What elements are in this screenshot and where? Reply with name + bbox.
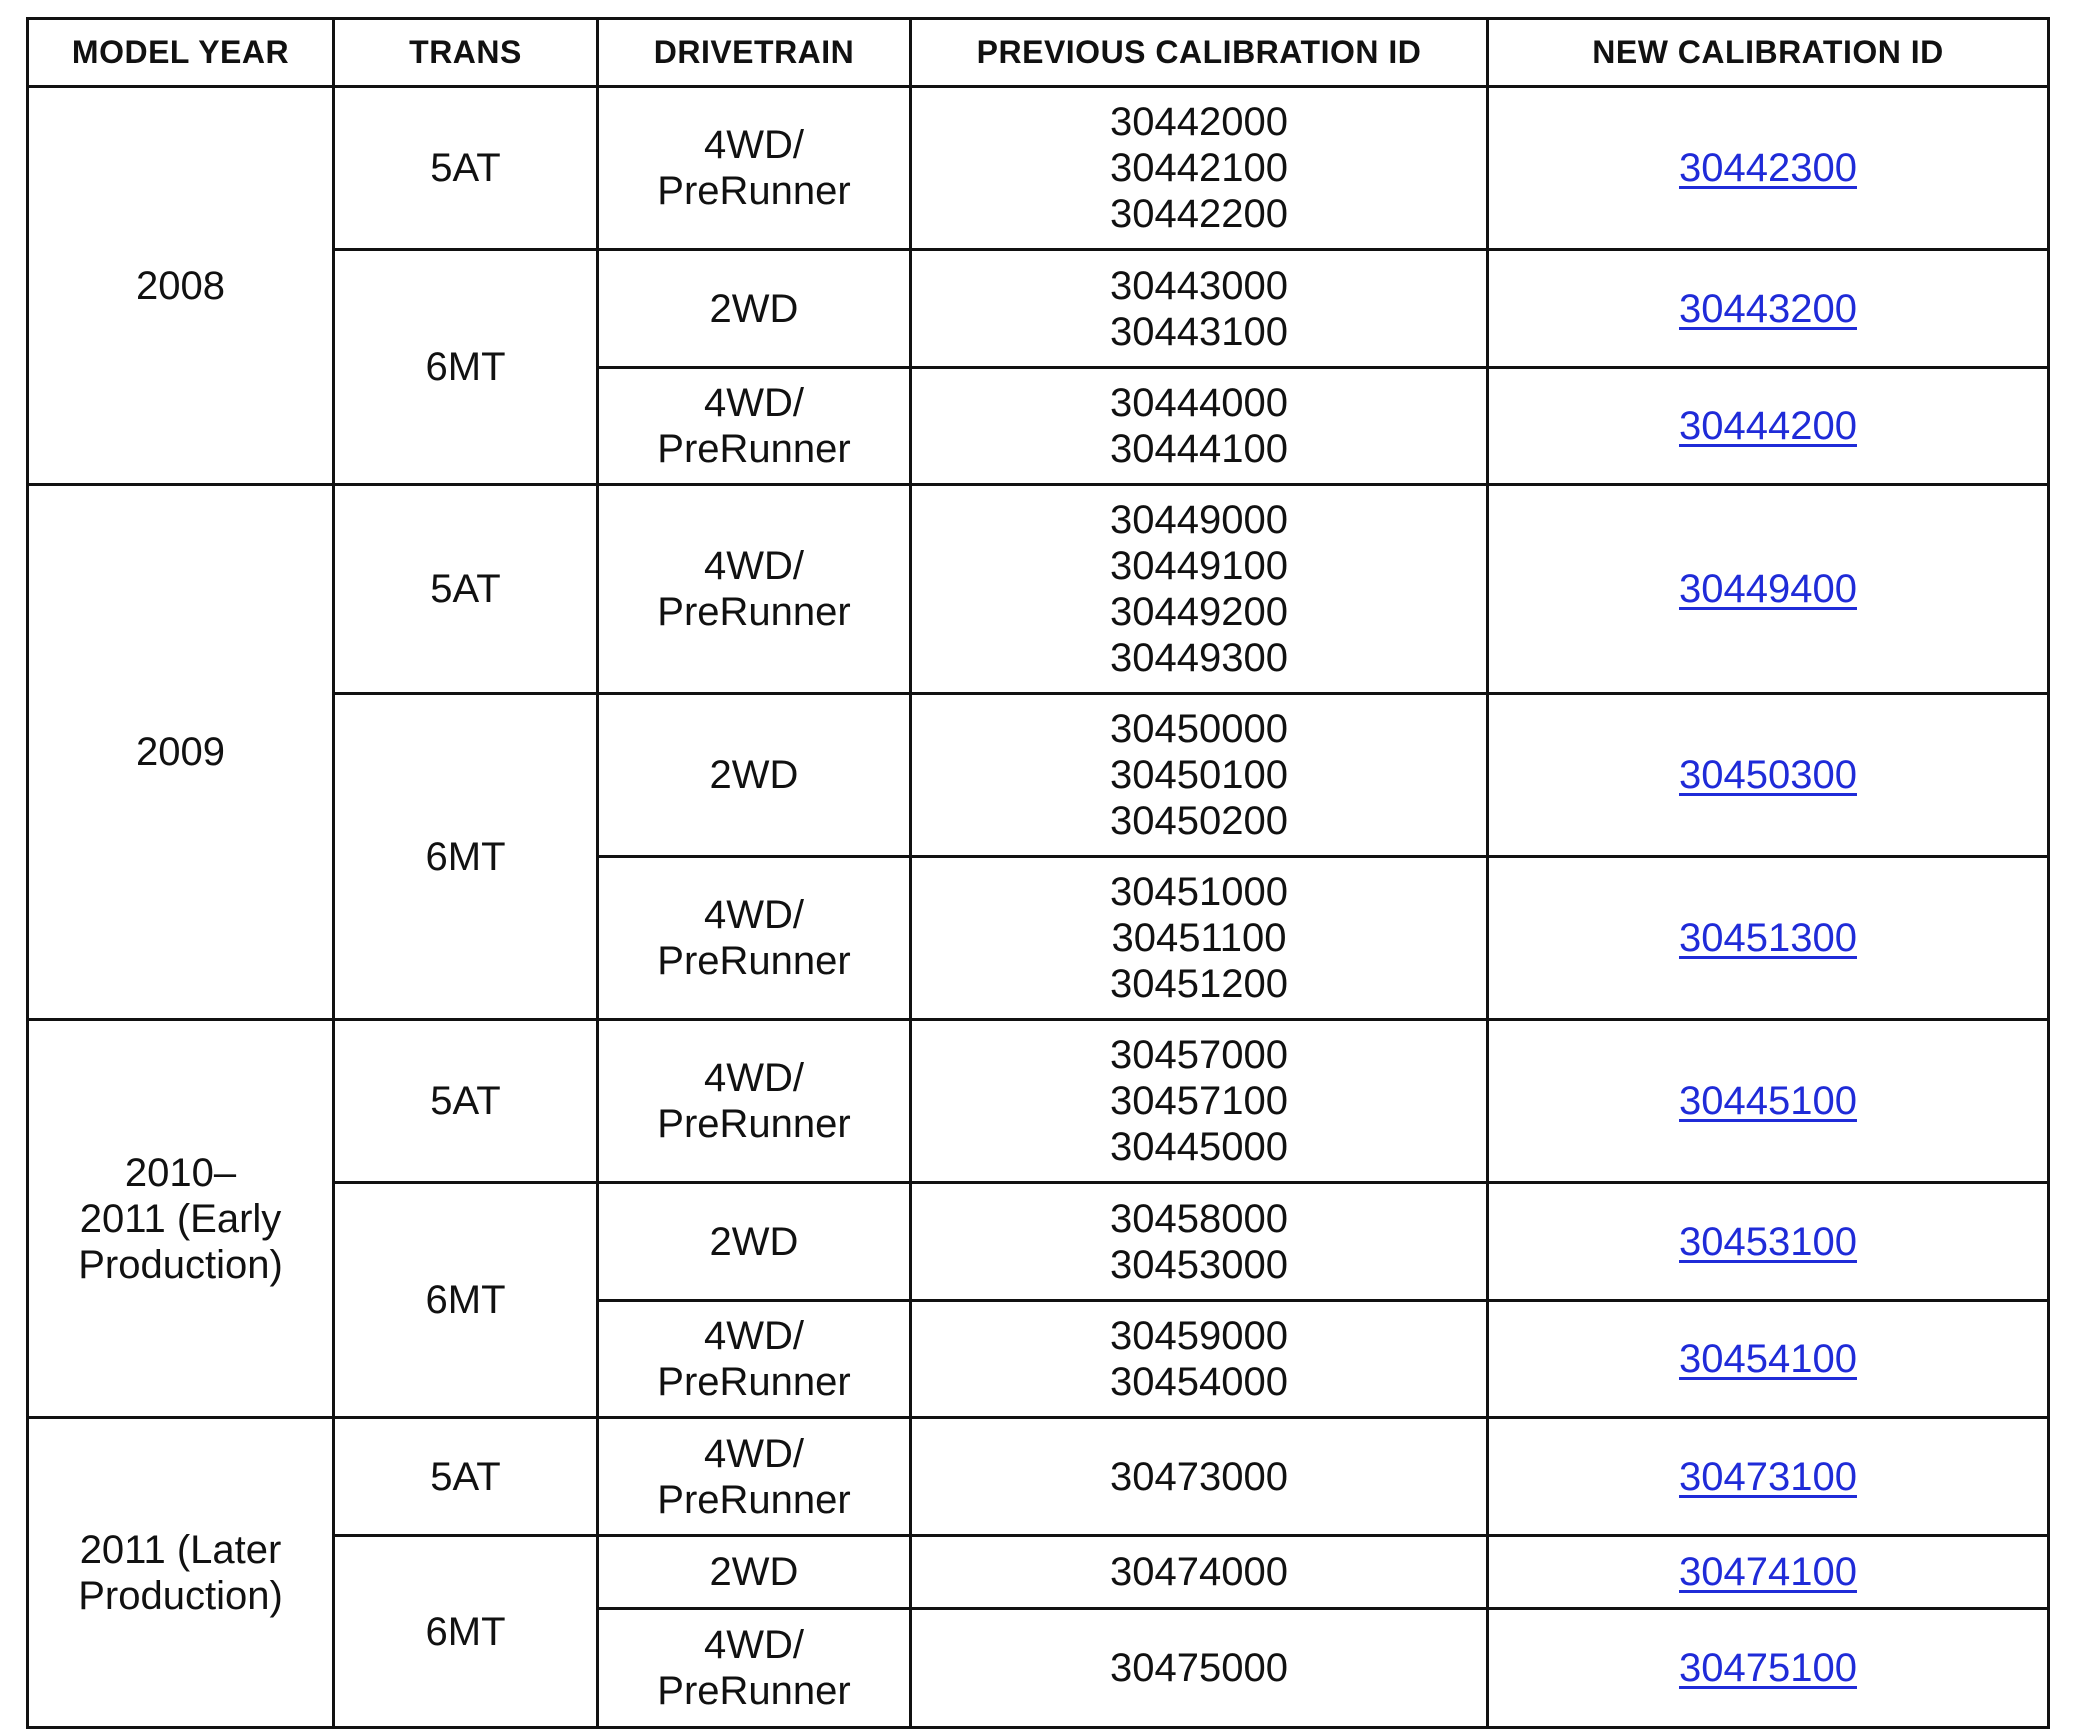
previous-calibration-cell <box>911 694 1488 857</box>
new-calibration-link[interactable]: 30443200 <box>1679 286 1857 331</box>
new-calibration-link[interactable]: 30444200 <box>1679 404 1857 448</box>
previous-calibration-cell <box>911 857 1488 1020</box>
drivetrain-line: 2WD <box>709 1550 799 1594</box>
previous-calibration-id: 30458000 <box>1110 1196 1288 1241</box>
drivetrain-line: 4WD/ <box>704 1431 804 1476</box>
drivetrain-cell <box>598 485 911 694</box>
previous-calibration-cell <box>911 1418 1488 1536</box>
new-calibration-cell <box>1488 1301 2049 1418</box>
trans-cell: 6MT <box>334 694 598 1020</box>
drivetrain-cell <box>598 694 911 857</box>
new-calibration-cell <box>1488 87 2049 250</box>
previous-calibration-id: 30451000 <box>1110 870 1288 914</box>
new-calibration-cell <box>1488 250 2049 368</box>
drivetrain-line: PreRunner <box>657 590 851 634</box>
table-row <box>28 1020 2049 1183</box>
new-calibration-link[interactable]: 30450300 <box>1679 753 1857 797</box>
previous-calibration-id: 30450000 <box>1110 707 1288 751</box>
drivetrain-line: 4WD/ <box>704 381 804 425</box>
new-calibration-cell <box>1488 1418 2049 1536</box>
trans-cell: 5AT <box>334 1020 598 1183</box>
previous-calibration-id: 30474000 <box>1110 1550 1288 1594</box>
calibration-table <box>26 17 2050 1729</box>
previous-calibration-cell <box>911 1536 1488 1609</box>
table-row <box>28 1418 2049 1536</box>
drivetrain-line: 4WD/ <box>704 893 804 937</box>
model-year-line: 2011 (Early <box>79 1196 282 1241</box>
table-body <box>28 87 2049 1728</box>
model-year-cell <box>28 1020 334 1418</box>
header-row <box>28 19 2049 87</box>
header-previous-calibration-id: PREVIOUS CALIBRATION ID <box>911 19 1488 87</box>
previous-calibration-id: 30450200 <box>1110 799 1288 843</box>
trans-cell: 6MT <box>334 250 598 485</box>
previous-calibration-id: 30457100 <box>1110 1079 1288 1123</box>
previous-calibration-cell <box>911 87 1488 250</box>
drivetrain-line: 4WD/ <box>704 1314 804 1358</box>
previous-calibration-id: 30443000 <box>1110 263 1288 308</box>
trans-cell: 5AT <box>334 87 598 250</box>
model-year-line: Production) <box>78 1573 283 1618</box>
drivetrain-line: PreRunner <box>657 427 851 471</box>
previous-calibration-id: 30449200 <box>1110 590 1288 634</box>
previous-calibration-id: 30449300 <box>1110 636 1288 680</box>
previous-calibration-cell <box>911 1020 1488 1183</box>
previous-calibration-cell <box>911 1609 1488 1728</box>
drivetrain-line: 2WD <box>709 286 799 331</box>
previous-calibration-id: 30442200 <box>1110 192 1288 236</box>
previous-calibration-id: 30443100 <box>1110 309 1288 354</box>
new-calibration-cell <box>1488 485 2049 694</box>
new-calibration-cell <box>1488 1020 2049 1183</box>
drivetrain-line: 4WD/ <box>704 544 804 588</box>
previous-calibration-cell <box>911 250 1488 368</box>
drivetrain-line: PreRunner <box>657 939 851 983</box>
drivetrain-line: 2WD <box>709 753 799 797</box>
model-year-line: Production) <box>78 1242 283 1287</box>
model-year-cell <box>28 87 334 485</box>
drivetrain-cell <box>598 1536 911 1609</box>
new-calibration-link[interactable]: 30454100 <box>1679 1337 1857 1381</box>
previous-calibration-id: 30444000 <box>1110 381 1288 425</box>
drivetrain-cell <box>598 250 911 368</box>
new-calibration-link[interactable]: 30475100 <box>1679 1646 1857 1690</box>
new-calibration-cell <box>1488 694 2049 857</box>
previous-calibration-id: 30473000 <box>1110 1454 1288 1499</box>
drivetrain-cell <box>598 87 911 250</box>
drivetrain-cell <box>598 1609 911 1728</box>
header-drivetrain: DRIVETRAIN <box>598 19 911 87</box>
previous-calibration-id: 30450100 <box>1110 753 1288 797</box>
drivetrain-cell <box>598 857 911 1020</box>
new-calibration-cell <box>1488 1609 2049 1728</box>
model-year-cell <box>28 1418 334 1728</box>
drivetrain-cell <box>598 368 911 485</box>
previous-calibration-id: 30445000 <box>1110 1125 1288 1169</box>
drivetrain-cell <box>598 1020 911 1183</box>
drivetrain-cell <box>598 1301 911 1418</box>
header-model-year: MODEL YEAR <box>28 19 334 87</box>
drivetrain-line: PreRunner <box>657 1360 851 1404</box>
new-calibration-cell <box>1488 368 2049 485</box>
model-year-line: 2010– <box>124 1150 237 1195</box>
previous-calibration-cell <box>911 1183 1488 1301</box>
new-calibration-link[interactable]: 30474100 <box>1679 1550 1857 1594</box>
previous-calibration-id: 30444100 <box>1110 427 1288 471</box>
previous-calibration-id: 30451200 <box>1110 962 1288 1006</box>
model-year-line: 2008 <box>136 263 225 308</box>
previous-calibration-id: 30453000 <box>1110 1242 1288 1287</box>
trans-cell: 6MT <box>334 1536 598 1728</box>
previous-calibration-id: 30449000 <box>1110 498 1288 542</box>
previous-calibration-cell <box>911 1301 1488 1418</box>
new-calibration-cell <box>1488 857 2049 1020</box>
model-year-line: 2011 (Later <box>79 1527 282 1572</box>
previous-calibration-id: 30442000 <box>1110 100 1288 144</box>
new-calibration-link[interactable]: 30473100 <box>1679 1454 1857 1499</box>
drivetrain-line: 4WD/ <box>704 1056 804 1100</box>
previous-calibration-id: 30454000 <box>1110 1360 1288 1404</box>
new-calibration-link[interactable]: 30451300 <box>1679 916 1857 960</box>
drivetrain-line: PreRunner <box>657 169 851 213</box>
previous-calibration-cell <box>911 485 1488 694</box>
model-year-cell <box>28 485 334 1020</box>
trans-cell: 5AT <box>334 485 598 694</box>
table-row <box>28 485 2049 694</box>
header-new-calibration-id: NEW CALIBRATION ID <box>1488 19 2049 87</box>
new-calibration-link[interactable]: 30445100 <box>1679 1079 1857 1123</box>
drivetrain-cell <box>598 1418 911 1536</box>
table-row <box>28 87 2049 250</box>
table-header <box>28 19 2049 87</box>
previous-calibration-id: 30449100 <box>1110 544 1288 588</box>
drivetrain-line: 4WD/ <box>704 123 804 167</box>
drivetrain-cell <box>598 1183 911 1301</box>
previous-calibration-id: 30459000 <box>1110 1314 1288 1358</box>
new-calibration-cell <box>1488 1536 2049 1609</box>
new-calibration-link[interactable]: 30449400 <box>1679 567 1857 611</box>
drivetrain-line: 4WD/ <box>704 1623 804 1667</box>
model-year-line: 2009 <box>136 730 225 774</box>
drivetrain-line: PreRunner <box>657 1102 851 1146</box>
drivetrain-line: PreRunner <box>657 1669 851 1713</box>
previous-calibration-id: 30475000 <box>1110 1646 1288 1690</box>
previous-calibration-id: 30451100 <box>1111 916 1287 960</box>
header-trans: TRANS <box>334 19 598 87</box>
trans-cell: 6MT <box>334 1183 598 1418</box>
previous-calibration-id: 30442100 <box>1110 146 1288 190</box>
drivetrain-line: 2WD <box>709 1219 799 1264</box>
trans-cell: 5AT <box>334 1418 598 1536</box>
new-calibration-link[interactable]: 30442300 <box>1679 146 1857 190</box>
drivetrain-line: PreRunner <box>657 1477 851 1522</box>
new-calibration-link[interactable]: 30453100 <box>1679 1219 1857 1264</box>
new-calibration-cell <box>1488 1183 2049 1301</box>
previous-calibration-id: 30457000 <box>1110 1033 1288 1077</box>
previous-calibration-cell <box>911 368 1488 485</box>
